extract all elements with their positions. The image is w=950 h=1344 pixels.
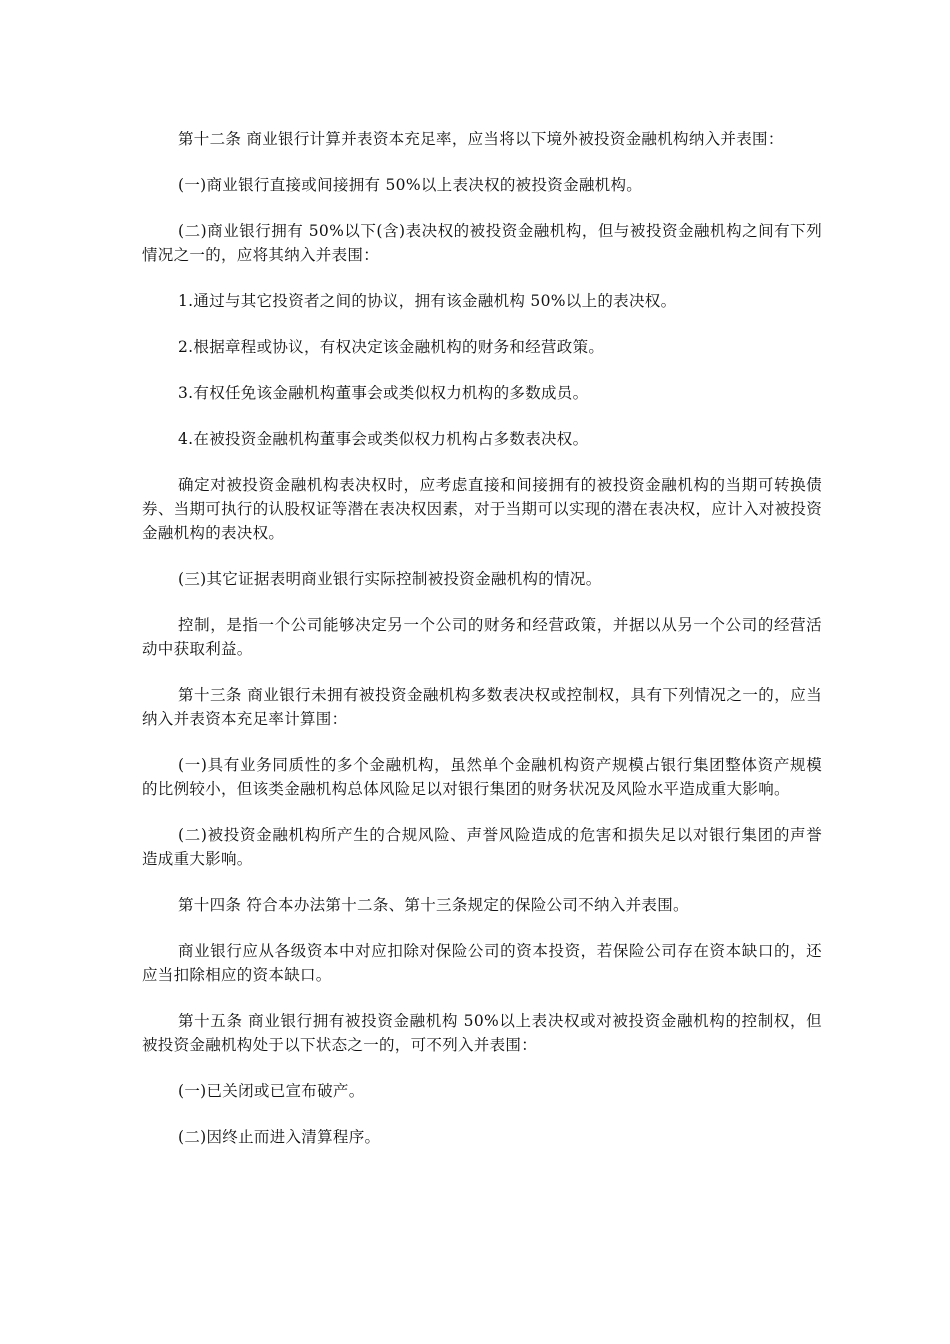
paragraph-subitem-2: 2.根据章程或协议，有权决定该金融机构的财务和经营政策。	[178, 338, 605, 356]
paragraph-article-13-item-2: (二)被投资金融机构所产生的合规风险、声誉风险造成的危害和损失足以对银行集团的声誉造成重大影响。	[142, 826, 822, 868]
paragraph-subitem-4: 4.在被投资金融机构董事会或类似权力机构占多数表决权。	[178, 430, 589, 448]
paragraph-item-3: (三)其它证据表明商业银行实际控制被投资金融机构的情况。	[178, 570, 602, 588]
document-body	[142, 127, 822, 1171]
paragraph-article-15-item-2: (二)因终止而进入清算程序。	[178, 1128, 381, 1146]
paragraph-article-13: 第十三条 商业银行未拥有被投资金融机构多数表决权或控制权，具有下列情况之一的，应当纳入并表资本充足率计算围：	[142, 686, 822, 728]
paragraph-subitem-3: 3.有权任免该金融机构董事会或类似权力机构的多数成员。	[178, 384, 589, 402]
paragraph-article-15-item-1: (一)已关闭或已宣布破产。	[178, 1082, 365, 1100]
paragraph-item-1: (一)商业银行直接或间接拥有 50%以上表决权的被投资金融机构。	[178, 176, 643, 194]
paragraph-article-13-item-1: (一)具有业务同质性的多个金融机构，虽然单个金融机构资产规模占银行集团整体资产规模的比例较小，但该类金融机构总体风险足以对银行集团的财务状况及风险水平造成重大影响。	[142, 756, 822, 798]
paragraph-subitem-1: 1.通过与其它投资者之间的协议，拥有该金融机构 50%以上的表决权。	[178, 292, 677, 310]
paragraph-control-definition: 控制，是指一个公司能够决定另一个公司的财务和经营政策，并据以从另一个公司的经营活动中获取利益。	[142, 616, 822, 658]
paragraph-insurance-deduction: 商业银行应从各级资本中对应扣除对保险公司的资本投资，若保险公司存在资本缺口的，还应当扣除相应的资本缺口。	[142, 942, 822, 984]
paragraph-item-2: (二)商业银行拥有 50%以下(含)表决权的被投资金融机构，但与被投资金融机构之间有下列情况之一的，应将其纳入并表围：	[142, 222, 822, 264]
paragraph-voting-rights: 确定对被投资金融机构表决权时，应考虑直接和间接拥有的被投资金融机构的当期可转换债券、当期可执行的认股权证等潜在表决权因素，对于当期可以实现的潜在表决权，应计入对被投资金融机构的表决权。	[142, 476, 822, 542]
paragraph-article-15: 第十五条 商业银行拥有被投资金融机构 50%以上表决权或对被投资金融机构的控制权，但被投资金融机构处于以下状态之一的，可不列入并表围：	[142, 1012, 822, 1054]
paragraph-article-12: 第十二条 商业银行计算并表资本充足率，应当将以下境外被投资金融机构纳入并表围：	[178, 130, 784, 148]
paragraph-article-14: 第十四条 符合本办法第十二条、第十三条规定的保险公司不纳入并表围。	[178, 896, 689, 914]
